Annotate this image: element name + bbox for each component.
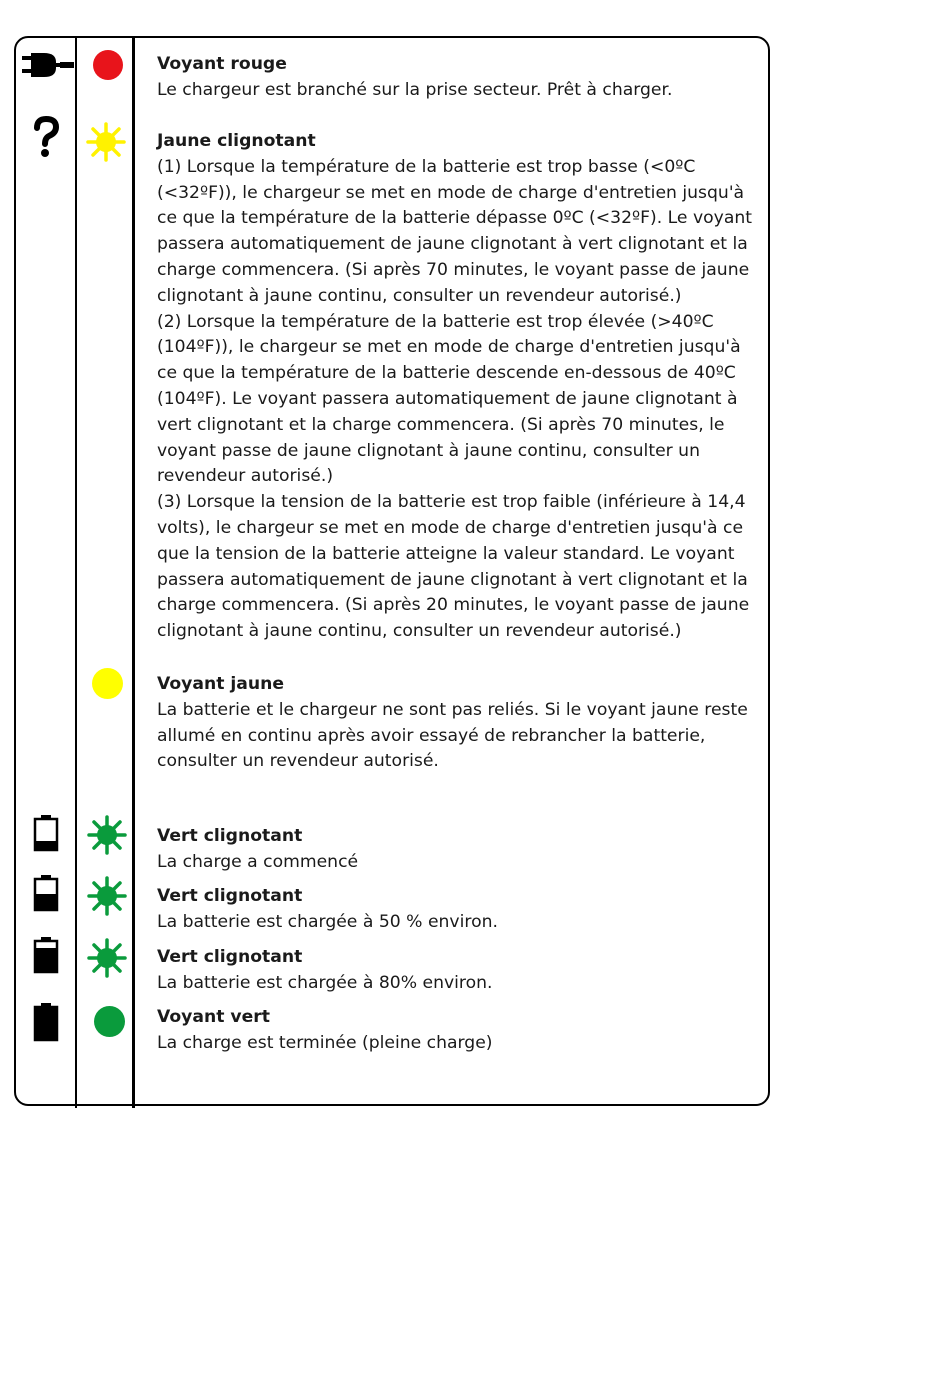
- section-text: La charge est terminée (pleine charge): [157, 1032, 493, 1053]
- battery-full-icon: [33, 1002, 59, 1042]
- section-green-blink-2: [157, 884, 757, 936]
- battery-high-icon: [33, 936, 59, 974]
- section-text: voyant passe de jaune clignotant à jaune continu, consulter un: [157, 440, 700, 461]
- section-text: Le chargeur est branché sur la prise secteur. Prêt à charger.: [157, 79, 673, 100]
- section-text: La batterie est chargée à 80% environ.: [157, 972, 493, 993]
- yellow-led: [92, 668, 123, 699]
- section-text: (104ºF)), le chargeur se met en mode de charge d'entretien jusqu'à: [157, 337, 741, 358]
- section-text: volts), le chargeur se met en mode de charge d'entretien jusqu'à ce: [157, 517, 744, 538]
- section-text: que la tension de la batterie atteigne la valeur standard. Le voyant: [157, 543, 735, 564]
- section-text: vert clignotant et la charge commencera. (Si après 70 minutes, le: [157, 414, 725, 435]
- section-text: passera automatiquement de jaune clignotant à vert clignotant et la: [157, 569, 748, 590]
- section-text: La batterie et le chargeur ne sont pas reliés. Si le voyant jaune reste: [157, 699, 748, 720]
- section-text: (104ºF). Le voyant passera automatiquement de jaune clignotant à: [157, 388, 738, 409]
- section-green-blink-1: [157, 824, 757, 876]
- blinking-yellow-led: [86, 122, 126, 162]
- question-mark-icon: [31, 116, 61, 158]
- section-text: ce que la température de la batterie descende en-dessous de 40ºC: [157, 363, 736, 384]
- section-text: charge commencera. (Si après 70 minutes, le voyant passe de jaune: [157, 259, 750, 280]
- battery-low-icon: [33, 814, 59, 852]
- section-title: Voyant vert: [157, 1007, 270, 1027]
- section-blink-yellow: [157, 129, 757, 645]
- section-text: passera automatiquement de jaune clignotant à vert clignotant et la: [157, 234, 748, 255]
- section-text: clignotant à jaune continu, consulter un revendeur autorisé.): [157, 285, 682, 306]
- section-text: La charge a commencé: [157, 851, 359, 872]
- red-led: [93, 50, 123, 80]
- battery-half-icon: [33, 874, 59, 912]
- section-title: Jaune clignotant: [157, 131, 316, 151]
- column-divider: [75, 36, 77, 1108]
- section-green: [157, 1005, 757, 1057]
- column-divider: [132, 36, 135, 1108]
- section-text: consulter un revendeur autorisé.: [157, 751, 439, 772]
- section-red: [157, 52, 757, 104]
- section-text: ce que la température de la batterie dépasse 0ºC (<32ºF). Le voyant: [157, 208, 752, 229]
- blinking-green-led: [87, 938, 127, 978]
- section-text: La batterie est chargée à 50 % environ.: [157, 911, 498, 932]
- section-green-blink-3: [157, 945, 757, 997]
- section-title: Voyant jaune: [157, 674, 285, 694]
- section-text: revendeur autorisé.): [157, 466, 334, 487]
- section-title: Vert clignotant: [157, 826, 303, 846]
- section-text: clignotant à jaune continu, consulter un revendeur autorisé.): [157, 621, 682, 642]
- section-text: (<32ºF)), le chargeur se met en mode de charge d'entretien jusqu'à: [157, 182, 745, 203]
- blinking-green-led: [87, 815, 127, 855]
- section-text: charge commencera. (Si après 20 minutes, le voyant passe de jaune: [157, 595, 750, 616]
- section-text: (3) Lorsque la tension de la batterie est trop faible (inférieure à 14,4: [157, 492, 746, 513]
- power-plug-icon: [22, 52, 74, 78]
- green-led: [94, 1006, 125, 1037]
- section-title: Voyant rouge: [157, 54, 287, 74]
- section-title: Vert clignotant: [157, 886, 303, 906]
- section-title: Vert clignotant: [157, 947, 303, 967]
- blinking-green-led: [87, 876, 127, 916]
- section-text: allumé en continu après avoir essayé de rebrancher la batterie,: [157, 725, 706, 746]
- section-yellow: [157, 672, 757, 775]
- section-text: (1) Lorsque la température de la batterie est trop basse (<0ºC: [157, 156, 696, 177]
- section-text: (2) Lorsque la température de la batterie est trop élevée (>40ºC: [157, 311, 714, 332]
